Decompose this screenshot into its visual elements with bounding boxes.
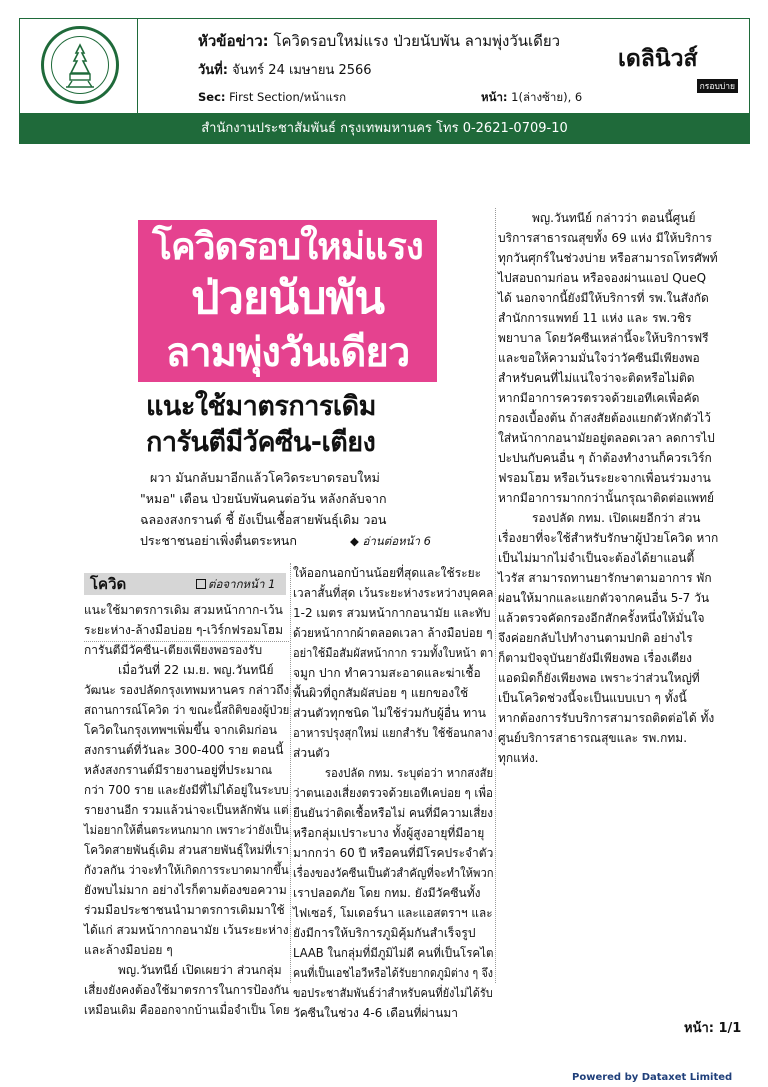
column-line: ทุกแห่ง.	[498, 751, 539, 765]
contact-bar: สำนักงานประชาสัมพันธ์ กรุงเทพมหานคร โทร 0-2621-0709-10	[19, 114, 750, 144]
section-text: First Section/หน้าแรก	[229, 90, 347, 104]
column-line: เสี่ยงยังคงต้องใช้มาตรการในการป้องกัน	[84, 983, 289, 997]
column-line: หากต้องการรับบริการสามารถติดต่อได้ ทั้ง	[498, 711, 715, 725]
section-row	[198, 89, 346, 107]
logo-box	[20, 19, 138, 115]
column-line: อาหารปรุงสุกใหม่ แยกสำรับ ใช้ช้อนกลาง	[293, 726, 493, 740]
continued-from-text: ต่อจากหน้า 1	[208, 577, 276, 591]
column-line: ยืนยันว่าติดเชื้อหรือไม่ คนที่มีความเสี่ยง	[293, 806, 494, 820]
column-line: ไฟเซอร์, โมเดอร์นา และแอสตราฯ และ	[293, 906, 493, 920]
column-line: สงกรานต์ที่วันละ 300-400 ราย ตอนนี้	[84, 743, 284, 757]
column-line: ศูนย์บริการสาธารณสุขและ รพ.กทม.	[498, 731, 688, 745]
column-line: และล้างมือบ่อย ๆ	[84, 943, 173, 957]
column-line: 1-2 เมตร สวมหน้ากากอนามัย และทับ	[293, 606, 491, 620]
column-line: ยังมีการให้บริการภูมิคุ้มกันสำเร็จรูป	[293, 926, 476, 940]
subtitle-line-2: การันตีมีวัคซีน-เตียง	[146, 427, 376, 458]
column-line: วัฒนะ รองปลัดกรุงเทพมหานคร กล่าวถึง	[84, 683, 290, 697]
column-line: มากกว่า 60 ปี หรือคนที่มีโรคประจำตัว	[293, 846, 494, 860]
column-line: ทุกวันศุกร์ในช่วงบ่าย หรือสามารถโทรศัพท์	[498, 251, 718, 265]
date-text: จันทร์ 24 เมษายน 2566	[232, 63, 372, 78]
headline-text: โควิดรอบใหม่แรง ป่วยนับพัน ลามพุ่งวันเดียว	[273, 32, 561, 50]
box-icon	[196, 579, 206, 589]
column-line: แนะใช้มาตรการเดิม สวมหน้ากาก-เว้น	[84, 603, 283, 617]
column-line: รองปลัด กทม. ระบุต่อว่า หากสงสัย	[324, 766, 494, 780]
brand-edition-tag: กรอบบ่าย	[697, 79, 738, 93]
column-line: ร่วมมือประชาชนนำมาตรการเดิมมาใช้	[84, 903, 285, 917]
column-1-divider	[84, 641, 289, 642]
column-line: กังวลกัน ว่าจะทำให้เกิดการระบาดมากขึ้น	[84, 863, 289, 877]
keyword-bar	[84, 573, 286, 595]
column-line: เหมือนเดิม คือออกจากบ้านเมื่อจำเป็น โดย	[84, 1003, 290, 1017]
column-line: สถานการณ์โควิด ว่า ขณะนี้สถิติของผู้ป่วย	[84, 703, 290, 717]
lead-line: "หมอ" เตือน ป่วยนับพันคนต่อวัน หลังกลับจาก	[140, 491, 387, 506]
column-line: กรองเบื้องต้น ถ้าสงสัยต้องแยกตัวหักตัวไว้	[498, 411, 711, 425]
column-line: ได้ นอกจากนี้ยังมีให้บริการที่ รพ.ในสังกัด	[498, 291, 709, 305]
page-text: 1(ล่างซ้าย), 6	[511, 90, 583, 104]
date-label: วันที่:	[198, 63, 228, 78]
date-row	[198, 59, 372, 80]
column-line: สำหรับคนที่ไม่แน่ใจว่าจะติดหรือไม่ติด	[498, 371, 695, 385]
page-label: หน้า:	[481, 90, 508, 104]
column-line: กว่า 700 ราย และยังมีที่ไม่ได้อยู่ในระบบ	[84, 783, 289, 797]
column-line: ว่าตนเองเสี่ยงตรวจด้วยเอทีเคบ่อย ๆ เพื่อ	[293, 786, 493, 800]
column-line: รองปลัด กทม. เปิดเผยอีกว่า ส่วน	[532, 511, 701, 525]
column-line: จมูก ปาก ทำความสะอาดและฆ่าเชื้อ	[293, 666, 481, 680]
column-line: เป็นโควิดช่วงนี้จะเป็นแบบเบา ๆ ทั้งนี้	[498, 691, 687, 705]
column-line: ฟรอมโฮม หรือเว้นระยะจากเพื่อนร่วมงาน	[498, 471, 711, 485]
title-line-2: ป่วยนับพัน	[191, 271, 384, 324]
column-line: สำนักการแพทย์ 11 แห่ง และ รพ.วชิร	[498, 311, 692, 325]
lead-line: ฉลองสงกรานต์ ชี้ ยังเป็นเชื้อสายพันธุ์เดิม วอน	[140, 512, 387, 527]
column-line: โควิดในกรุงเทพฯเพิ่มขึ้น จากเดิมก่อน	[84, 723, 277, 737]
column-line: ได้แก่ สวมหน้ากากอนามัย เว้นระยะห่าง	[84, 923, 289, 937]
column-line: เรื่องของวัคซีนเป็นตัวสำคัญที่จะทำให้พวก	[293, 866, 494, 880]
column-line: ไปสอบถามก่อน หรือจองผ่านแอป QueQ	[498, 271, 707, 285]
column-line: หรือกลุ่มเปราะบาง ทั้งผู้สูงอายุที่มีอายุ	[293, 826, 485, 840]
column-line: LAAB ในกลุ่มที่มีภูมิไม่ดี คนที่เป็นโรคไต	[293, 946, 494, 960]
powered-by: Powered by Dataxet Limited	[572, 1072, 733, 1083]
column-line: ผ่อนให้มากและแยกตัวจากคนอื่น 5-7 วัน	[498, 591, 710, 605]
title-line-1: โควิดรอบใหม่แรง	[152, 225, 423, 268]
newspaper-brand	[618, 41, 738, 92]
column-line: จึงค่อยกลับไปทำงานตามปกติ อย่างไร	[498, 631, 693, 645]
column-2	[293, 563, 493, 1023]
column-line: ยังพบไม่มาก อย่างไรก็ตามต้องขอความ	[84, 883, 287, 897]
column-line: วัคซีนในช่วง 4-6 เดือนที่ผ่านมา	[293, 1006, 458, 1020]
keyword-label: โควิด	[90, 575, 127, 593]
page-count: หน้า: 1/1	[684, 1021, 742, 1036]
column-line: แอดมิดก็ยังเพียงพอ เพราะว่าส่วนใหญ่ที่	[498, 671, 700, 685]
column-line: เรื่องยาที่จะใช้สำหรับรักษาผู้ป่วยโควิด หาก	[498, 531, 719, 545]
column-line: และขอให้ความมั่นใจว่าวัคซีนมีเพียงพอ	[498, 351, 700, 365]
column-line: ขอประชาสัมพันธ์ว่าสำหรับคนที่ยังไม่ได้รับ	[293, 986, 493, 1000]
column-line: เป็นไม่มากไม่จำเป็นจะต้องได้ยาแอนตี้	[498, 551, 695, 565]
lead-line: ประชาชนอย่าเพิ่งตื่นตระหนก	[140, 533, 297, 548]
column-line: เราปลอดภัย โดย กทม. ยังมีวัคซีนทั้ง	[293, 886, 481, 900]
column-3	[498, 208, 742, 768]
column-line: พญ.วันทนีย์ เปิดเผยว่า ส่วนกลุ่ม	[118, 963, 282, 977]
subtitle-block	[138, 391, 437, 463]
column-line: ไวรัส สามารถทานยารักษาตามอาการ พัก	[498, 571, 712, 585]
column-line: ด้วยหน้ากากผ้าตลอดเวลา ล้างมือบ่อย ๆ	[293, 626, 493, 640]
column-line: ให้ออกนอกบ้านน้อยที่สุดและใช้ระยะ	[293, 566, 482, 580]
headline-panel	[138, 220, 437, 382]
column-line: หลังสงกรานต์มีรายงานอยู่ที่ประมาณ	[84, 763, 273, 777]
headline-row	[198, 29, 560, 53]
column-line: บริการสาธารณสุขทั้ง 69 แห่ง มีให้บริการ	[498, 231, 712, 245]
column-line: ปะปนกับคนอื่น ๆ ถ้าต้องทำงานก็ควรเวิร์ก	[498, 451, 712, 465]
column-line: หากมีอาการมากกว่านั้นกรุณาติดต่อแพทย์	[498, 491, 715, 505]
column-line: ส่วนตัว	[293, 746, 330, 760]
column-line: ระยะห่าง-ล้างมือบ่อย ๆ-เวิร์กฟรอมโฮม	[84, 623, 284, 637]
column-line: คนที่เป็นเอชไอวีหรือได้รับยากดภูมิต่าง ๆ จึง	[293, 966, 493, 980]
column-line: พญ.วันทนีย์ กล่าวว่า ตอนนี้ศูนย์	[532, 211, 696, 225]
continued-on-page: ◆ อ่านต่อหน้า 6	[350, 534, 431, 548]
seal-figure-icon	[62, 43, 98, 89]
lead-line: ผวา มันกลับมาอีกแล้วโควิดระบาดรอบใหม่	[150, 470, 380, 485]
column-line: ส่วนตัวทุกชนิด ไม่ใช้ร่วมกับผู้อื่น ทาน	[293, 706, 486, 720]
column-1	[84, 600, 289, 1020]
column-line: อย่าใช้มือสัมผัสหน้ากาก รวมทั้งใบหน้า ตา	[293, 646, 494, 660]
column-line: ใส่หน้ากากอนามัยอยู่ตลอดเวลา ลดการไป	[498, 431, 715, 445]
page-row	[481, 89, 582, 107]
column-line: ก็ตามปัจจุบันยายังมีเพียงพอ เรื่องเตียง	[498, 651, 693, 665]
column-line: พื้นผิวที่ถูกสัมผัสบ่อย ๆ แยกของใช้	[293, 686, 469, 700]
title-line-3: ลามพุ่งวันเดียว	[165, 330, 410, 376]
column-line: พยาบาล โดยวัคซีนเหล่านี้จะให้บริการฟรี	[498, 331, 709, 345]
column-line: เวลาสั้นที่สุด เว้นระยะห่างระหว่างบุคคล	[293, 586, 494, 600]
bangkok-seal-logo	[41, 26, 119, 104]
column-line: การันตีมีวัคซีน-เตียงเพียงพอรองรับ	[84, 643, 263, 657]
clipping-header	[19, 18, 750, 114]
column-divider	[495, 208, 496, 983]
column-line: เมื่อวันที่ 22 เม.ย. พญ.วันทนีย์	[118, 663, 274, 677]
section-label: Sec:	[198, 90, 226, 104]
column-line: หากมีอาการควรตรวจด้วยเอทีเคเพื่อคัด	[498, 391, 700, 405]
column-line: โควิดสายพันธุ์เดิม ส่วนสายพันธุ์ใหม่ที่เรา	[84, 843, 289, 857]
column-line: ไม่อยากให้ตื่นตระหนกมาก เพราะว่ายังเป็น	[84, 823, 289, 837]
headline-label: หัวข้อข่าว:	[198, 32, 269, 50]
subtitle-line-1: แนะใช้มาตรการเดิม	[146, 391, 376, 422]
column-divider	[290, 563, 291, 983]
column-line: แล้วตรวจคัดกรองอีกสักครั้งหนึ่งให้มั่นใจ	[498, 611, 705, 625]
continued-from-label	[196, 577, 275, 591]
brand-name: เดลินิวส์	[618, 46, 698, 72]
column-line: รายงานอีก รวมแล้วน่าจะเป็นหลักพัน แต่	[84, 803, 289, 817]
